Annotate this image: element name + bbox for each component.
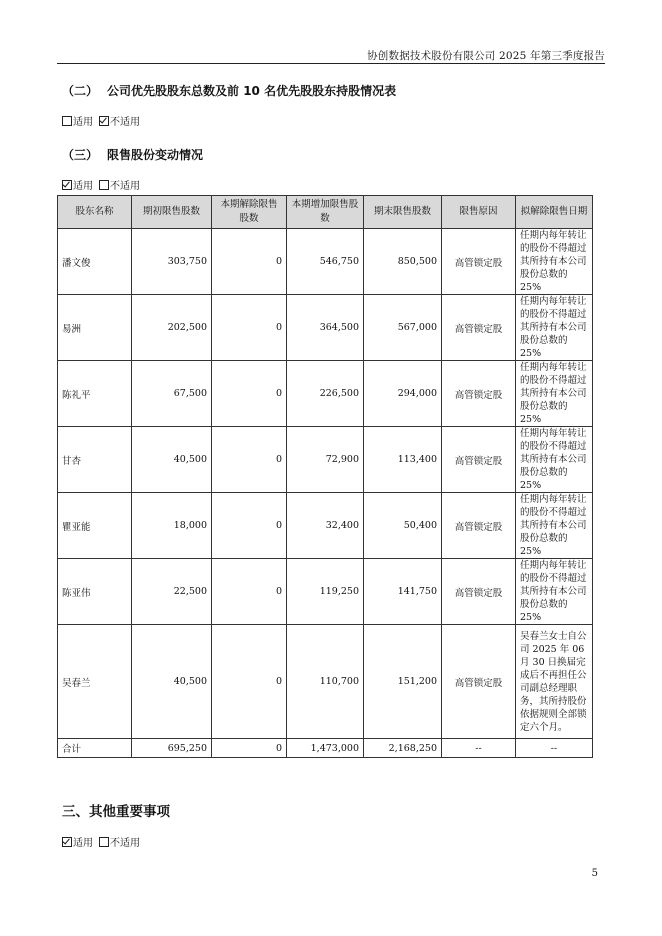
released-restricted: 0 (212, 427, 287, 493)
total-ending: 2,168,250 (364, 739, 442, 758)
table-row (58, 493, 593, 559)
column-header: 本期解除限售股数 (212, 196, 287, 229)
total-released: 0 (212, 739, 287, 758)
shareholder-name: 瞿亚能 (58, 493, 132, 559)
section-number: （二） (62, 84, 99, 98)
shareholder-name: 甘杏 (58, 427, 132, 493)
released-restricted: 0 (212, 625, 287, 739)
added-restricted: 364,500 (287, 295, 364, 361)
column-header: 期末限售股数 (364, 196, 442, 229)
ending-restricted: 294,000 (364, 361, 442, 427)
restriction-reason: 高管锁定股 (442, 295, 516, 361)
restriction-reason: 高管锁定股 (442, 361, 516, 427)
added-restricted: 226,500 (287, 361, 364, 427)
column-header: 拟解除限售日期 (516, 196, 593, 229)
applicability-row-other (62, 834, 140, 849)
ending-restricted: 850,500 (364, 229, 442, 295)
applicability-row-preferred (62, 113, 140, 128)
total-added: 1,473,000 (287, 739, 364, 758)
not-applicable-label: 不适用 (110, 838, 140, 849)
added-restricted: 110,700 (287, 625, 364, 739)
beginning-restricted: 67,500 (132, 361, 212, 427)
column-header: 本期增加限售股数 (287, 196, 364, 229)
not-applicable-label: 不适用 (110, 117, 140, 128)
shareholder-name: 吴春兰 (58, 625, 132, 739)
not-applicable-checkbox[interactable] (99, 180, 109, 190)
table-row (58, 361, 593, 427)
applicability-row-restricted (62, 177, 140, 192)
shareholder-name: 陈亚伟 (58, 559, 132, 625)
planned-release-date: 任期内每年转让的股份不得超过其所持有本公司股份总数的 25% (516, 493, 593, 559)
section-heading-other-matters: 三、其他重要事项 (62, 804, 170, 820)
beginning-restricted: 202,500 (132, 295, 212, 361)
section-title: 公司优先股股东总数及前 10 名优先股股东持股情况表 (107, 84, 397, 98)
ending-restricted: 113,400 (364, 427, 442, 493)
added-restricted: 546,750 (287, 229, 364, 295)
restricted-shares-table (57, 195, 593, 758)
beginning-restricted: 40,500 (132, 625, 212, 739)
planned-release-date: 任期内每年转让的股份不得超过其所持有本公司股份总数的 25% (516, 559, 593, 625)
table-row (58, 229, 593, 295)
restriction-reason: 高管锁定股 (442, 427, 516, 493)
restriction-reason: 高管锁定股 (442, 625, 516, 739)
released-restricted: 0 (212, 295, 287, 361)
applicable-checkbox[interactable] (62, 837, 72, 847)
beginning-restricted: 40,500 (132, 427, 212, 493)
restriction-reason: 高管锁定股 (442, 559, 516, 625)
beginning-restricted: 303,750 (132, 229, 212, 295)
planned-release-date: 任期内每年转让的股份不得超过其所持有本公司股份总数的 25% (516, 361, 593, 427)
table-total-row (58, 739, 593, 758)
section-title: 限售股份变动情况 (107, 148, 204, 162)
released-restricted: 0 (212, 559, 287, 625)
applicable-label: 适用 (73, 181, 93, 192)
header-divider (57, 63, 605, 64)
table-header-row (58, 196, 593, 229)
table-row (58, 625, 593, 739)
not-applicable-checkbox[interactable] (99, 116, 109, 126)
planned-release-date: 吴春兰女士自公司 2025 年 06 月 30 日换届完成后不再担任公司副总经理职务，其所持股份依据规则全部锁定六个月。 (516, 625, 593, 739)
ending-restricted: 151,200 (364, 625, 442, 739)
ending-restricted: 141,750 (364, 559, 442, 625)
page-number: 5 (591, 868, 598, 879)
total-reason: -- (442, 739, 516, 758)
planned-release-date: 任期内每年转让的股份不得超过其所持有本公司股份总数的 25% (516, 427, 593, 493)
shareholder-name: 陈礼平 (58, 361, 132, 427)
ending-restricted: 50,400 (364, 493, 442, 559)
column-header: 限售原因 (442, 196, 516, 229)
section-heading-preferred-shares (62, 82, 396, 99)
planned-release-date: 任期内每年转让的股份不得超过其所持有本公司股份总数的 25% (516, 229, 593, 295)
total-label: 合计 (58, 739, 132, 758)
table-row (58, 427, 593, 493)
ending-restricted: 567,000 (364, 295, 442, 361)
applicable-label: 适用 (73, 838, 93, 849)
table-row (58, 295, 593, 361)
applicable-checkbox[interactable] (62, 116, 72, 126)
released-restricted: 0 (212, 493, 287, 559)
column-header: 期初限售股数 (132, 196, 212, 229)
shareholder-name: 潘文俊 (58, 229, 132, 295)
added-restricted: 119,250 (287, 559, 364, 625)
beginning-restricted: 18,000 (132, 493, 212, 559)
total-date: -- (516, 739, 593, 758)
applicable-label: 适用 (73, 117, 93, 128)
report-header-title: 协创数据技术股份有限公司 2025 年第三季度报告 (367, 50, 605, 62)
applicable-checkbox[interactable] (62, 180, 72, 190)
table-row (58, 559, 593, 625)
beginning-restricted: 22,500 (132, 559, 212, 625)
section-number: （三） (62, 148, 99, 162)
released-restricted: 0 (212, 361, 287, 427)
restriction-reason: 高管锁定股 (442, 493, 516, 559)
released-restricted: 0 (212, 229, 287, 295)
added-restricted: 72,900 (287, 427, 364, 493)
planned-release-date: 任期内每年转让的股份不得超过其所持有本公司股份总数的 25% (516, 295, 593, 361)
column-header: 股东名称 (58, 196, 132, 229)
total-beginning: 695,250 (132, 739, 212, 758)
section-heading-restricted-shares (62, 146, 203, 163)
shareholder-name: 易洲 (58, 295, 132, 361)
restriction-reason: 高管锁定股 (442, 229, 516, 295)
added-restricted: 32,400 (287, 493, 364, 559)
not-applicable-label: 不适用 (110, 181, 140, 192)
not-applicable-checkbox[interactable] (99, 837, 109, 847)
